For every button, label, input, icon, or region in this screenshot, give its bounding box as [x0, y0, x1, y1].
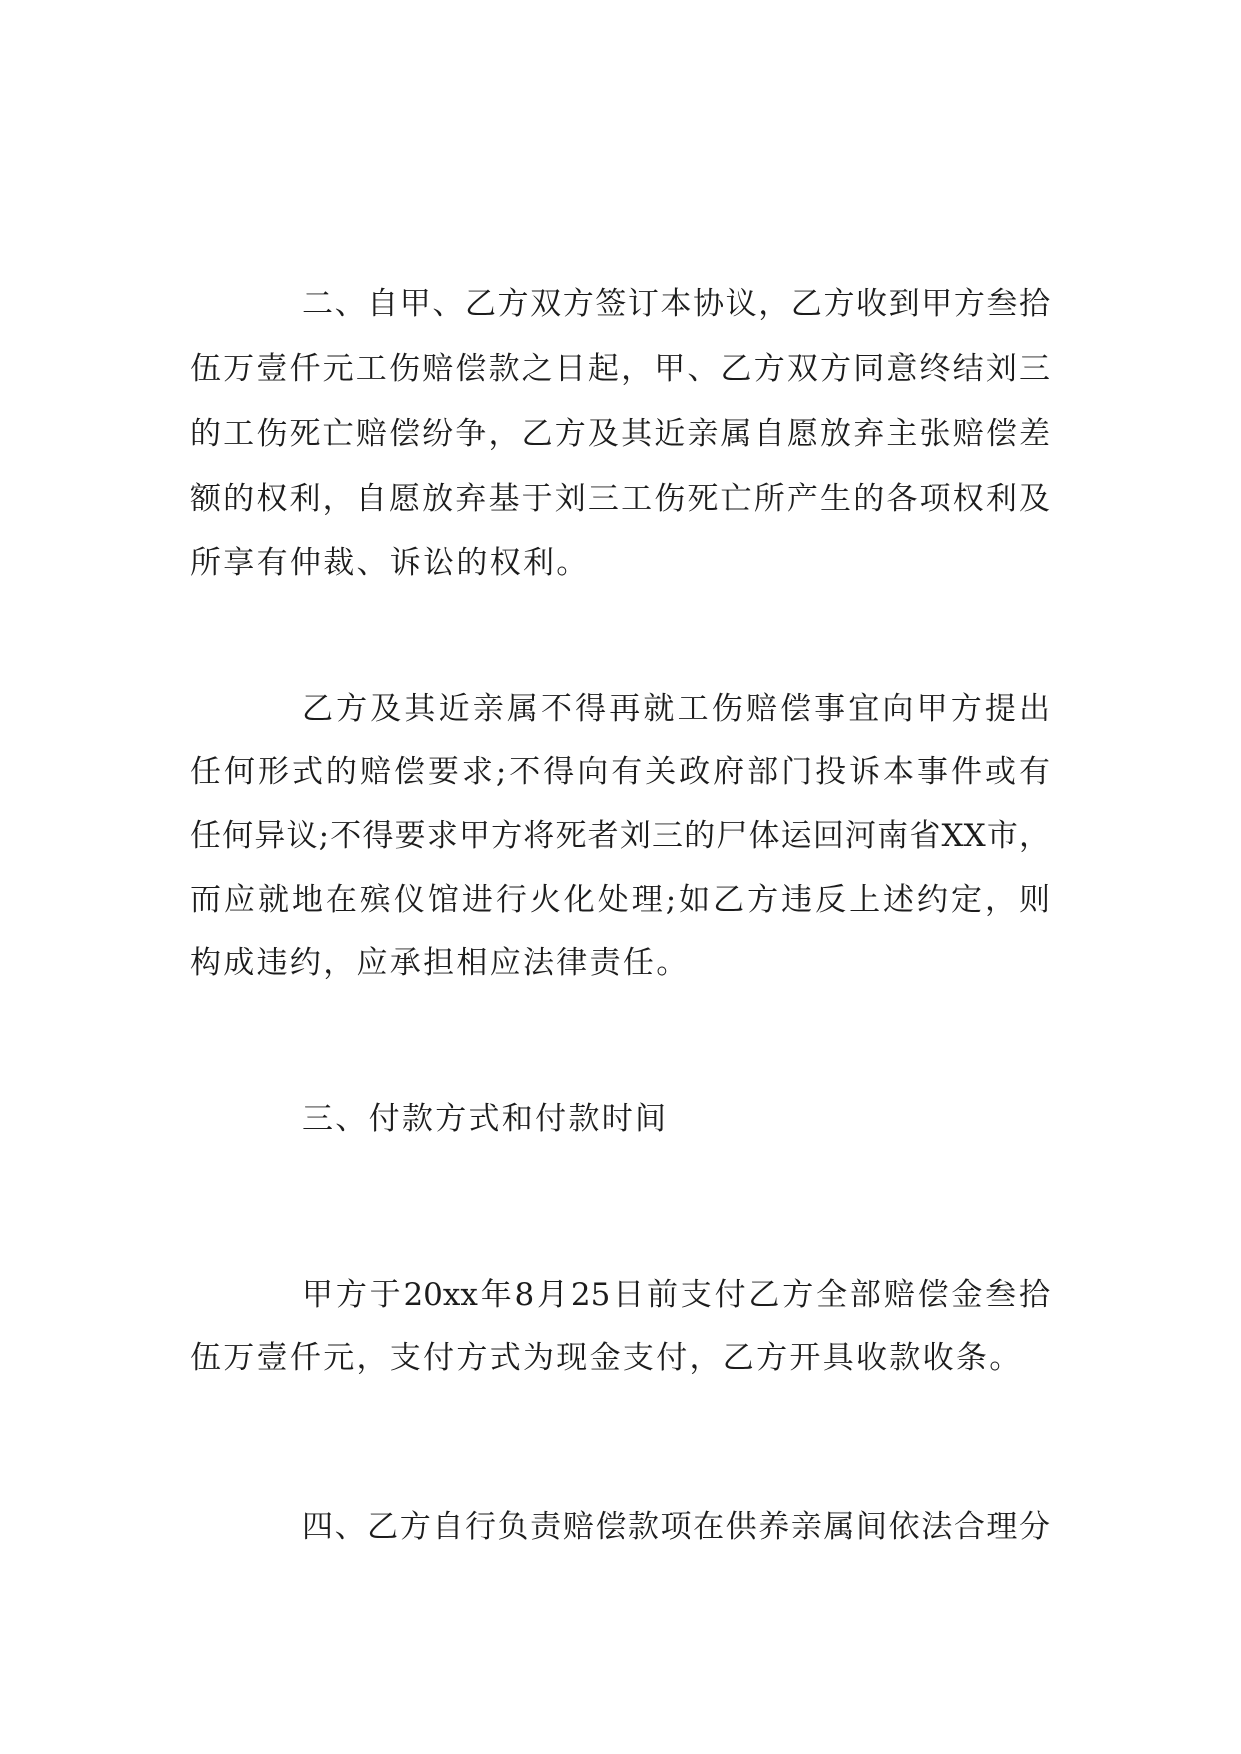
- paragraph-line: 伍万壹仟元，支付方式为现金支付，乙方开具收款收条。: [190, 1340, 1023, 1376]
- paragraph-line: 构成违约，应承担相应法律责任。: [190, 945, 690, 981]
- paragraph-line: 所享有仲裁、诉讼的权利。: [190, 545, 590, 581]
- paragraph-line: 任何异议;不得要求甲方将死者刘三的尸体运回河南省XX市，: [190, 818, 1050, 854]
- paragraph-line: 的工伤死亡赔偿纷争，乙方及其近亲属自愿放弃主张赔偿差: [190, 416, 1050, 452]
- paragraph-line: 二、自甲、乙方双方签订本协议，乙方收到甲方叁拾: [302, 286, 1050, 322]
- paragraph-line: 任何形式的赔偿要求;不得向有关政府部门投诉本事件或有: [190, 754, 1050, 790]
- paragraph-line: 甲方于20xx年8月25日前支付乙方全部赔偿金叁拾: [302, 1277, 1050, 1313]
- paragraph-line: 而应就地在殡仪馆进行火化处理;如乙方违反上述约定，则: [190, 882, 1050, 918]
- section-heading: 三、付款方式和付款时间: [302, 1101, 669, 1137]
- paragraph-line: 伍万壹仟元工伤赔偿款之日起，甲、乙方双方同意终结刘三: [190, 351, 1050, 387]
- paragraph-line: 四、乙方自行负责赔偿款项在供养亲属间依法合理分: [302, 1509, 1050, 1545]
- paragraph-line: 额的权利，自愿放弃基于刘三工伤死亡所产生的各项权利及: [190, 481, 1050, 517]
- paragraph-line: 乙方及其近亲属不得再就工伤赔偿事宜向甲方提出: [302, 691, 1050, 727]
